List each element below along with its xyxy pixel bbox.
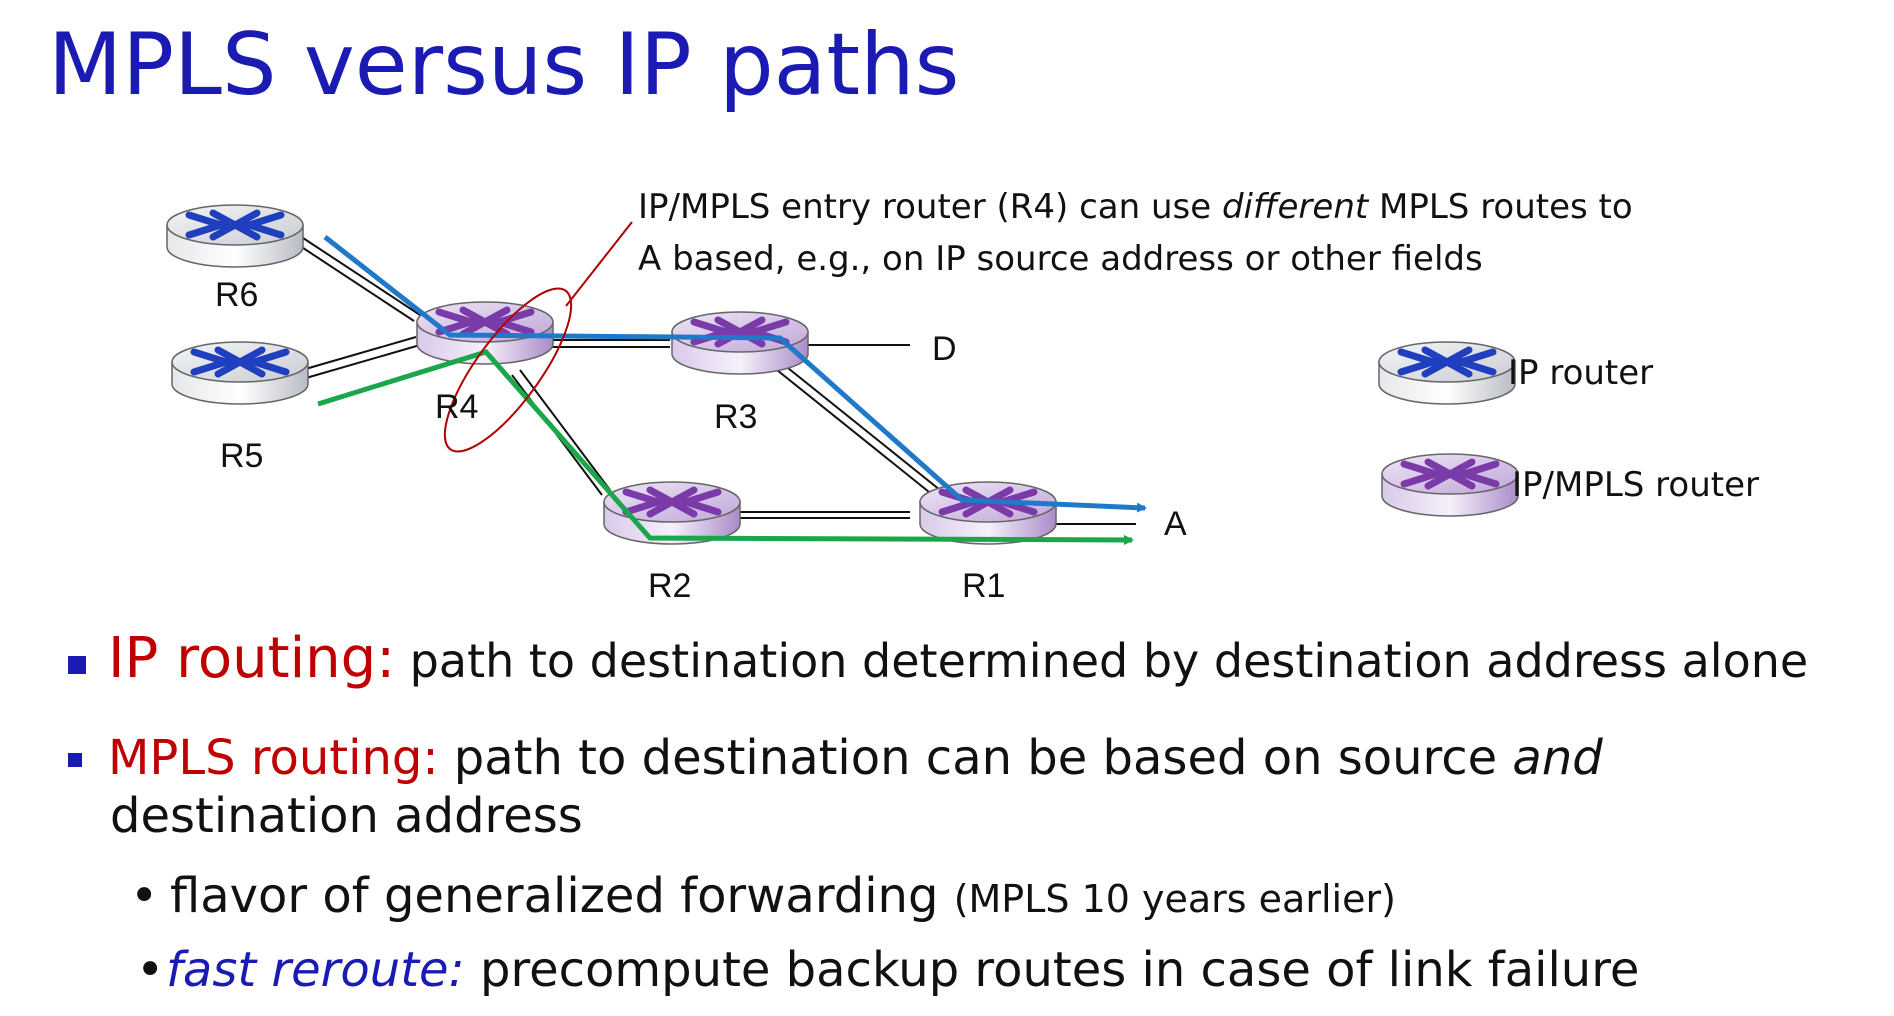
- fast-reroute-key: fast reroute:: [166, 942, 465, 998]
- label-r2: R2: [648, 567, 692, 605]
- bullet-mpls-routing: [68, 730, 1603, 845]
- annotation-line-1-b: MPLS routes to: [1368, 187, 1633, 227]
- mpls-routing-key: MPLS routing:: [108, 730, 439, 786]
- ip-routing-text: path to destination determined by destination address alone: [395, 634, 1809, 688]
- annotation-line-2: A based, e.g., on IP source address or other fields: [638, 239, 1483, 279]
- annotation-line-1-em: different: [1221, 187, 1369, 227]
- mpls-routing-em: and: [1512, 730, 1603, 786]
- label-r6: R6: [215, 276, 259, 314]
- annotation-line-1: [638, 187, 1633, 227]
- r4-highlight-ellipse: [425, 272, 592, 468]
- label-r3: R3: [714, 398, 758, 436]
- router-r2-icon: [604, 482, 740, 544]
- legend-mpls-router-icon: [1382, 454, 1518, 516]
- links: [294, 236, 1136, 524]
- legend-ip-router-icon: [1379, 342, 1515, 404]
- bullet-dot-icon: •: [130, 868, 159, 924]
- label-dest-a: A: [1164, 505, 1187, 543]
- annotation-line-1-a: IP/MPLS entry router (R4) can use: [638, 187, 1222, 227]
- sub-bullet-1-small: (MPLS 10 years earlier): [953, 877, 1396, 921]
- router-r6-icon: [167, 205, 303, 267]
- sub-bullet-generalized-forwarding: [130, 868, 1396, 926]
- ip-routing-key: IP routing:: [108, 626, 396, 691]
- sub-bullet-fast-reroute: [136, 942, 1639, 1000]
- mpls-routing-text: path to destination can be based on source: [438, 730, 1513, 786]
- legend-ip-router-label: IP router: [1508, 353, 1654, 393]
- bullet-square-icon: [68, 753, 82, 767]
- annotation-pointer-line: [566, 222, 632, 306]
- slide-title: MPLS versus IP paths: [48, 15, 960, 115]
- label-dest-d: D: [932, 330, 957, 368]
- label-r4: R4: [435, 388, 479, 426]
- router-r5-icon: [172, 342, 308, 404]
- sub-bullet-2-text: precompute backup routes in case of link failure: [464, 942, 1640, 998]
- mpls-routing-line-2: destination address: [110, 787, 583, 844]
- legend-mpls-router-label: IP/MPLS router: [1512, 465, 1759, 505]
- sub-bullet-1-text: flavor of generalized forwarding: [170, 868, 954, 924]
- label-r1: R1: [962, 567, 1006, 605]
- bullet-square-icon: [68, 656, 86, 674]
- bullet-ip-routing: [68, 628, 1808, 690]
- router-r1-icon: [920, 482, 1056, 544]
- bullet-dot-icon: •: [136, 942, 165, 998]
- label-r5: R5: [220, 437, 264, 475]
